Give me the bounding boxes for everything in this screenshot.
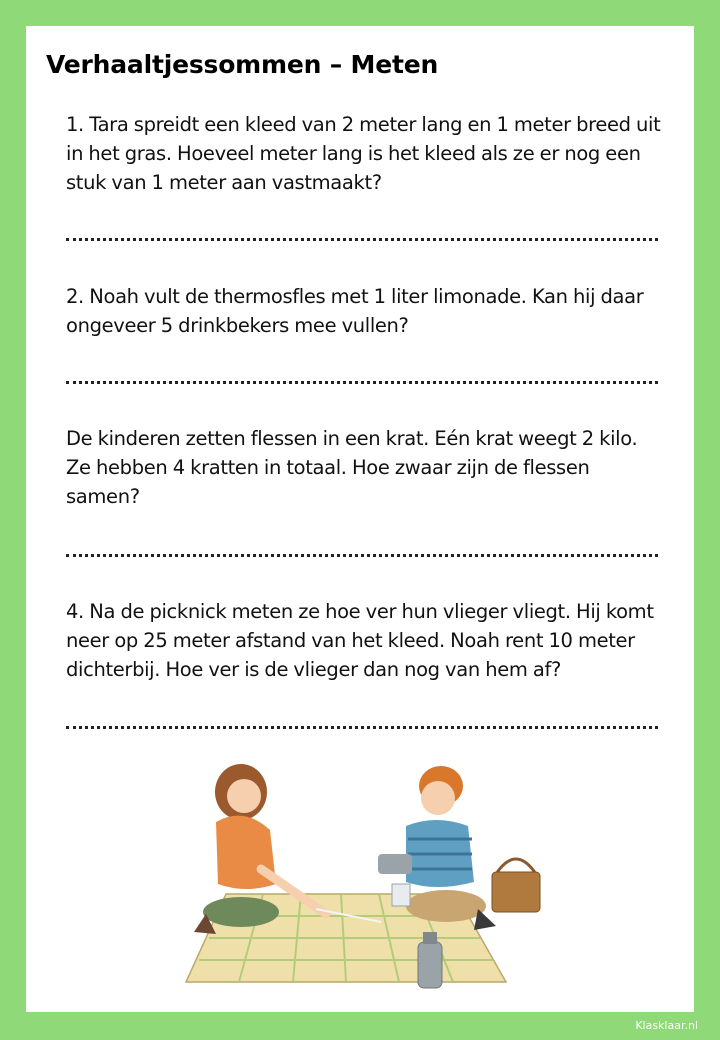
question-2: 2. Noah vult de thermosfles met 1 liter limonade. Kan hij daar ongeveer 5 drinkbekers mee vullen? bbox=[66, 285, 644, 337]
boy-figure bbox=[406, 766, 496, 930]
picnic-children-illustration bbox=[166, 744, 546, 994]
answer-line-1[interactable] bbox=[66, 238, 658, 241]
question-1: 1. Tara spreidt een kleed van 2 meter lang en 1 meter breed uit in het gras. Hoeveel meter lang is het kleed als ze er nog een stuk van 1 meter aan vastmaakt? bbox=[66, 113, 661, 194]
worksheet-page bbox=[26, 26, 694, 1012]
answer-line-2[interactable] bbox=[66, 381, 658, 384]
question-4: 4. Na de picknick meten ze hoe ver hun vlieger vliegt. Hij komt neer op 25 meter afstand van het kleed. Noah rent 10 meter dichterbij. Hoe ver is de vlieger dan nog van hem af? bbox=[66, 600, 654, 681]
worksheet-title: Verhaaltjessommen – Meten bbox=[46, 50, 439, 79]
watermark: Klasklaar.nl bbox=[635, 1019, 698, 1032]
picnic-basket bbox=[492, 859, 540, 912]
question-3: De kinderen zetten flessen in een krat. Eén krat weegt 2 kilo. Ze hebben 4 kratten in totaal. Hoe zwaar zijn de flessen samen? bbox=[66, 427, 638, 508]
answer-line-4[interactable] bbox=[66, 726, 658, 729]
answer-line-3[interactable] bbox=[66, 554, 658, 557]
